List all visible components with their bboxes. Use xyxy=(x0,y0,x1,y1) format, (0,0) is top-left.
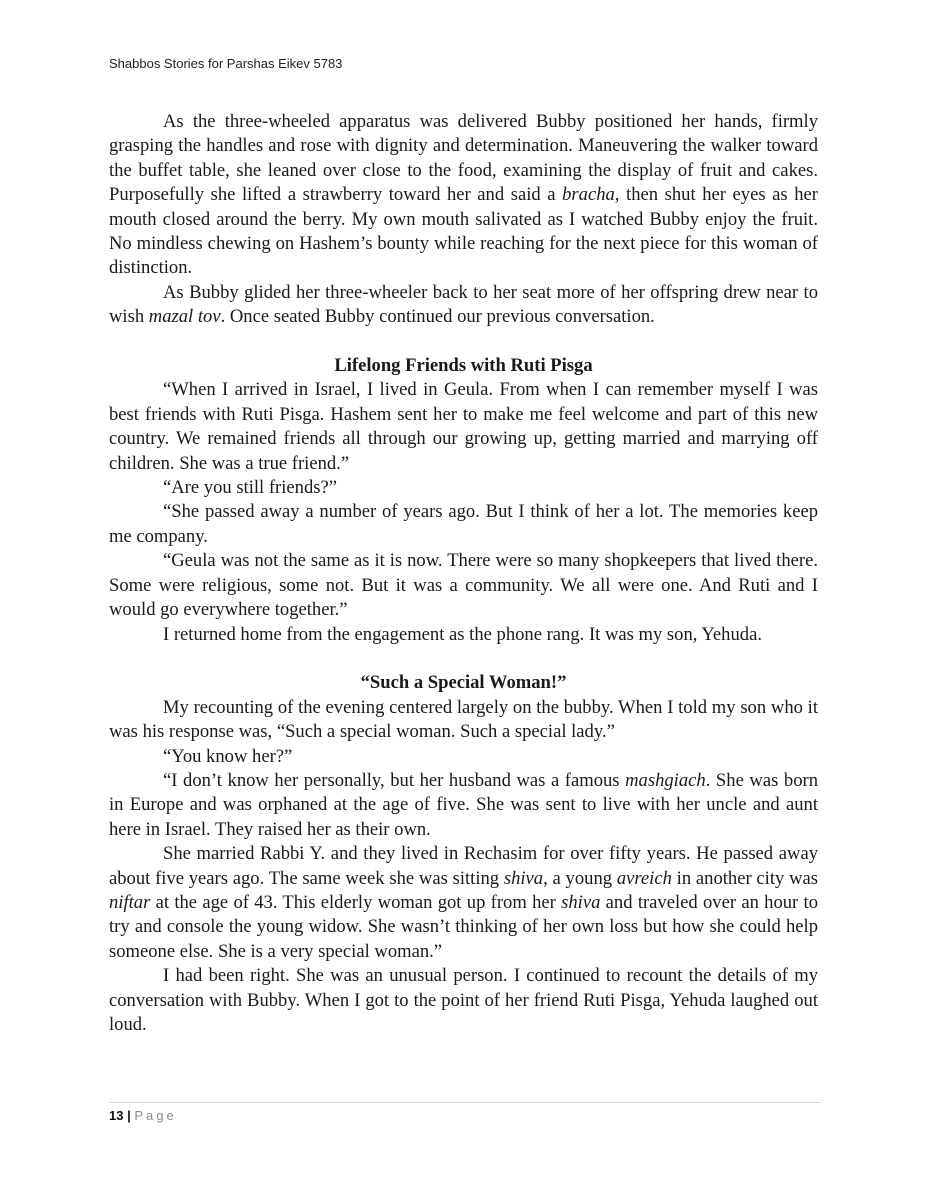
paragraph: “You know her?” xyxy=(163,745,293,767)
section-heading: Lifelong Friends with Ruti Pisga xyxy=(334,355,593,377)
paragraph: My recounting of the evening centered largely on the bubby. When I told my son who it was his response was, “Such a special woman. Such a special lady.” xyxy=(109,696,818,743)
paragraph: As Bubby glided her three-wheeler back to her seat more of her offspring drew near to wish mazal tov. Once seated Bubby continued our previous conversation. xyxy=(109,281,818,328)
footer-divider xyxy=(109,1102,821,1103)
paragraph: “When I arrived in Israel, I lived in Geula. From when I can remember myself I was best friends with Ruti Pisga. Hashem sent her to make me feel welcome and part of this new country. We remained friends all through our growing up, getting married and marrying off children. She was a true friend.” xyxy=(109,379,818,474)
page-number: 13 xyxy=(109,1108,124,1123)
page-body xyxy=(109,110,818,1037)
paragraph: “I don’t know her personally, but her husband was a famous mashgiach. She was born in Europe and was orphaned at the age of five. She was sent to live with her uncle and aunt here in Israel. They raised her as their own. xyxy=(109,769,818,840)
page-footer xyxy=(109,1108,177,1123)
section-heading: “Such a Special Woman!” xyxy=(360,672,567,694)
paragraph: “Are you still friends?” xyxy=(163,477,337,499)
paragraph: She married Rabbi Y. and they lived in Rechasim for over fifty years. He passed away about five years ago. The same week she was sitting shiva, a young avreich in another city was niftar at the age of 43. This elderly woman got up from her shiva and traveled over an hour to try and console the young widow. She wasn’t thinking of her own loss but how she could help someone else. She is a very special woman.” xyxy=(109,843,819,962)
paragraph: As the three-wheeled apparatus was delivered Bubby positioned her hands, firmly grasping the handles and rose with dignity and determination. Maneuvering the walker toward the buffet table, she leaned over close to the food, examining the display of fruit and cakes. Purposefully she lifted a strawberry toward her and said a bracha, then shut her eyes as her mouth closed around the berry. My own mouth salivated as I watched Bubby enjoy the fruit. No mindless chewing on Hashem’s bounty while reaching for the next piece for this woman of distinction. xyxy=(109,111,818,279)
paragraph: I returned home from the engagement as the phone rang. It was my son, Yehuda. xyxy=(163,623,762,645)
paragraph: I had been right. She was an unusual person. I continued to recount the details of my conversation with Bubby. When I got to the point of her friend Ruti Pisga, Yehuda laughed out loud. xyxy=(109,965,818,1035)
paragraph: “She passed away a number of years ago. But I think of her a lot. The memories keep me company. xyxy=(109,501,818,547)
footer-separator: | xyxy=(127,1108,131,1123)
page-label: Page xyxy=(134,1108,177,1123)
paragraph: “Geula was not the same as it is now. There were so many shopkeepers that lived there. Some were religious, some not. But it was a community. We all were one. And Ruti and I would go everywhere together.” xyxy=(109,550,818,621)
running-header: Shabbos Stories for Parshas Eikev 5783 xyxy=(109,56,343,71)
